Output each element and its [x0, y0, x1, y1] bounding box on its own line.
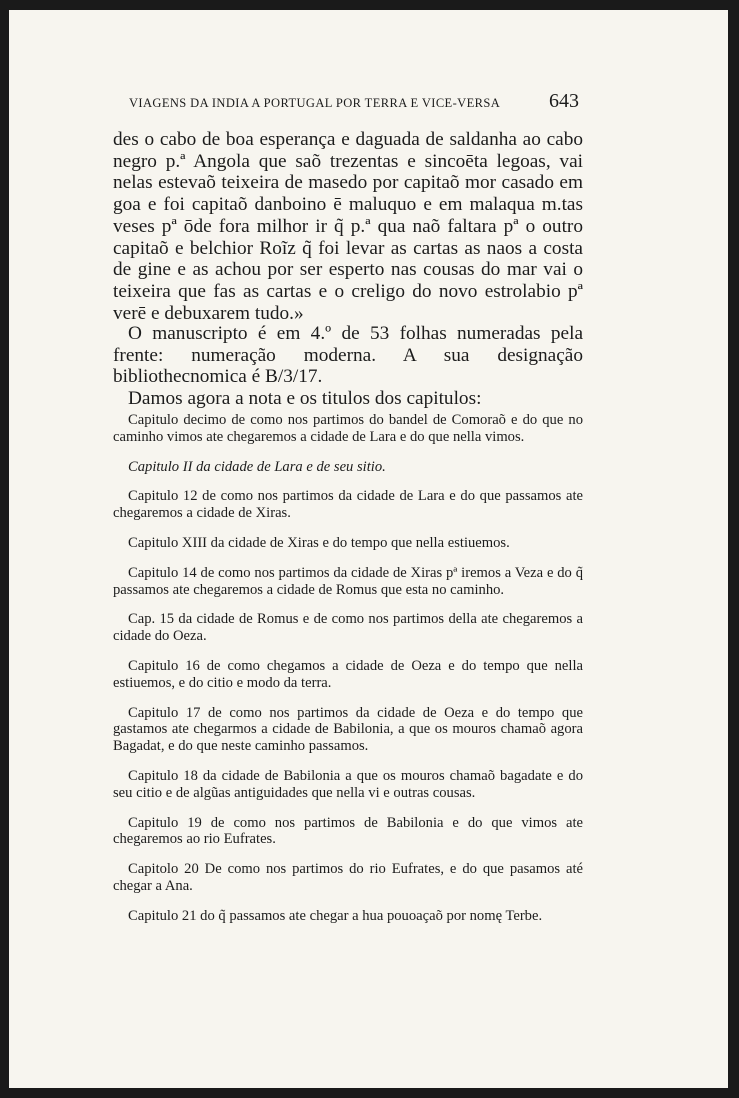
- chapter-list: [113, 412, 583, 938]
- chapter-entry: Capitulo decimo de como nos partimos do bandel de Comoraõ e do que no caminho vimos ate chegaremos a cidade de Lara e do que nella vimos.: [113, 412, 583, 445]
- quoted-passage: [113, 129, 583, 324]
- chapter-entry: Capitolo 20 De como nos partimos do rio Eufrates, e do que pasamos até chegar a Ana.: [113, 861, 583, 894]
- chapter-entry: Capitulo II da cidade de Lara e de seu sitio.: [128, 458, 386, 475]
- manuscript-paragraph: O manuscripto é em 4.º de 53 folhas numeradas pela frente: numeração moderna. A sua designação bibliothecnomica é B/3/17.: [113, 323, 583, 388]
- book-page: [9, 10, 728, 1088]
- running-header: [129, 90, 579, 113]
- chapter-entry: Capitulo 17 de como nos partimos da cidade de Oeza e do tempo que gastamos ate chegarmos a cidade de Babilonia, a que os mouros chamaõ agora Bagadat, e do que neste caminho passamos.: [113, 704, 583, 755]
- header-title: VIAGENS DA INDIA A PORTUGAL POR TERRA E VICE-VERSA: [129, 96, 501, 110]
- chapter-entry: Cap. 15 da cidade de Romus e de como nos partimos della ate chegaremos a cidade do Oeza.: [113, 611, 583, 645]
- chapter-entry: Capitulo 21 do q̃ passamos ate chegar a hua pouoaçaõ por nomę Terbe.: [128, 907, 543, 924]
- chapter-entry: Capitulo XIII da cidade de Xiras e do tempo que nella estiuemos.: [128, 534, 510, 551]
- chapter-entry: Capitulo 14 de como nos partimos da cidade de Xiras pª iremos a Veza e do q̃ passamos ate chegaremos a cidade de Romus que esta no caminho.: [113, 564, 583, 598]
- chapter-entry: Capitulo 16 de como chegamos a cidade de Oeza e do tempo que nella estiuemos, e do citio e modo da terra.: [113, 657, 583, 691]
- page-number: 643: [549, 90, 579, 112]
- chapter-entry: Capitulo 18 da cidade de Babilonia a que os mouros chamaõ bagadate e do seu citio e de algũas antiguidades que nella vi e outras cousas.: [113, 767, 583, 801]
- chapter-entry: Capitulo 19 de como nos partimos de Babilonia e do que vimos ate chegaremos ao rio Eufrates.: [113, 814, 583, 848]
- manuscript-description: [113, 323, 583, 410]
- intro-line: Damos agora a nota e os titulos dos capitulos:: [128, 388, 482, 410]
- chapter-entry: Capitulo 12 de como nos partimos da cidade de Lara e do que passamos ate chegaremos a cidade de Xiras.: [113, 488, 583, 522]
- quote-paragraph: des o cabo de boa esperança e daguada de saldanha ao cabo negro p.ª Angola que saõ trezentas e sincoēta legoas, vai nelas estevaõ teixeira de masedo por capitaõ mor casado em goa e foi capitaõ danboino ē maluquo e em malaqua m.tas veses pª ōde fora milhor ir q̃ p.ª qua naõ faltara pª o outro capitaõ e belchior Roĩz q̃ foi levar as cartas as naos a costa de gine e as achou por ser esperto nas cousas do mar vai o teixeira que fas as cartas e o creligo do novo estrolabio pª verē e debuxarem tudo.»: [113, 129, 583, 324]
